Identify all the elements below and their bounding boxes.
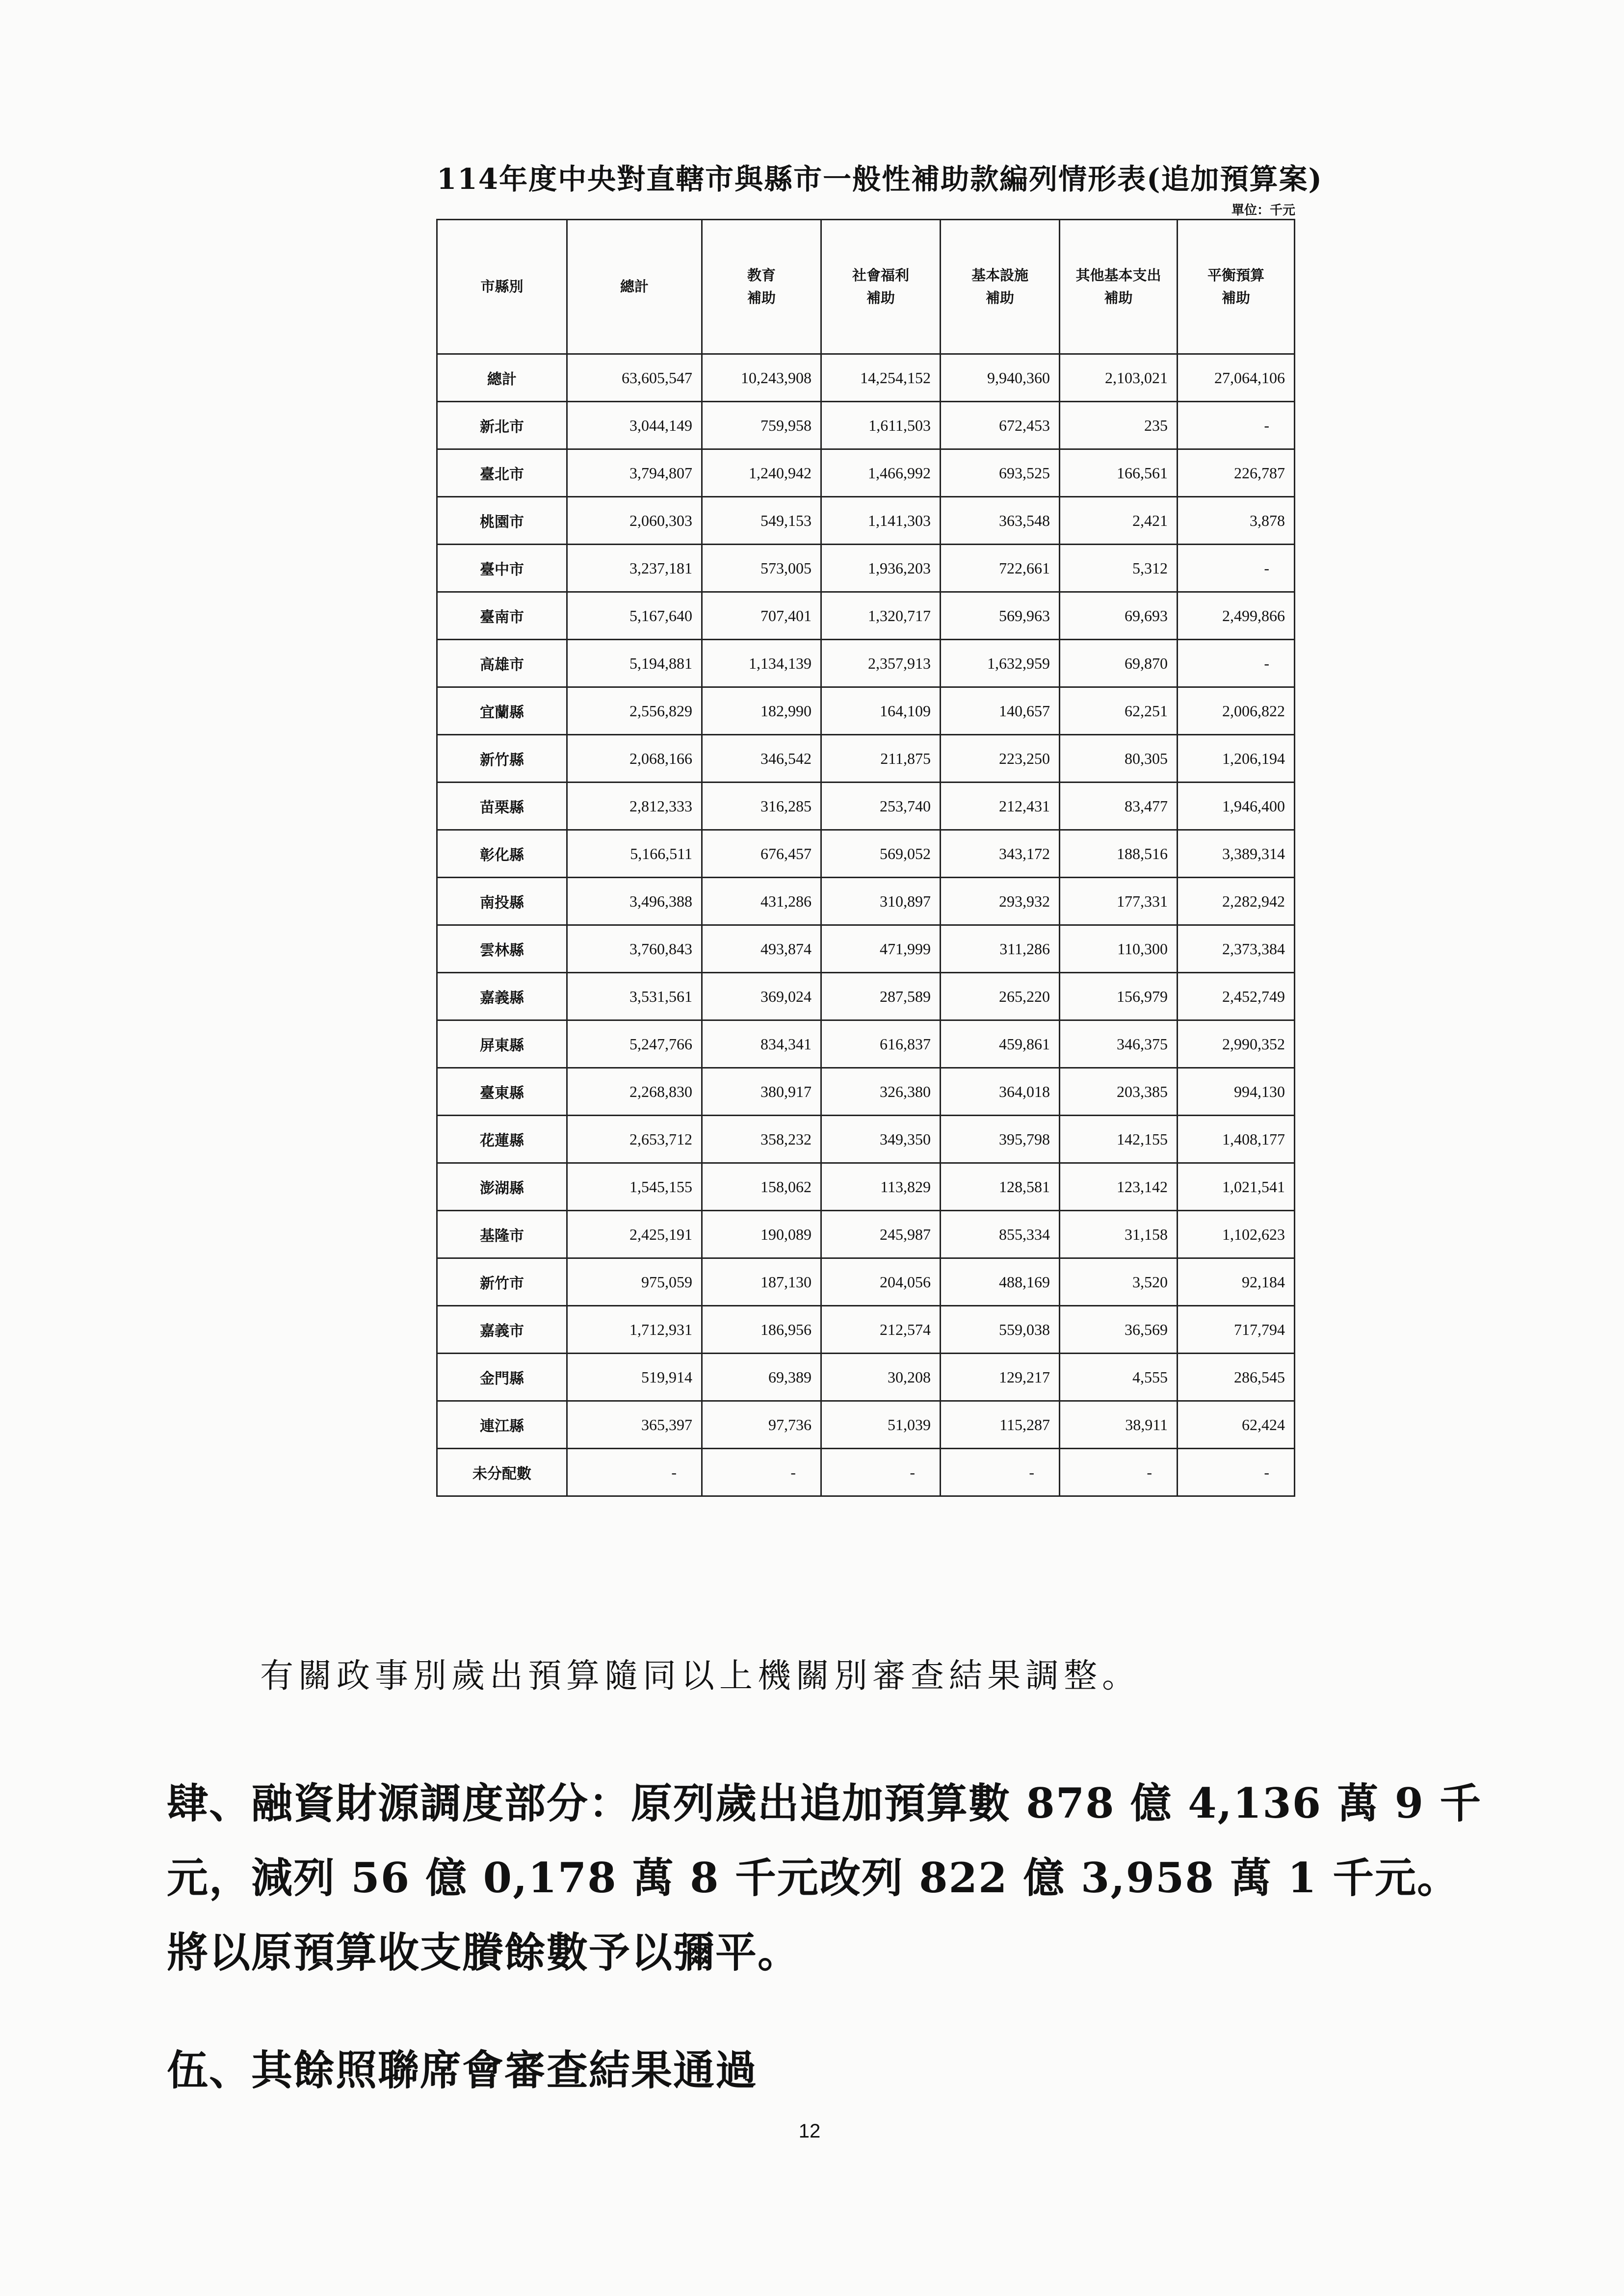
table-cell: 10,243,908: [702, 354, 821, 402]
table-cell: 187,130: [702, 1258, 821, 1306]
table-cell: 311,286: [941, 925, 1060, 973]
table-cell: 140,657: [941, 687, 1060, 735]
table-cell: -: [702, 1449, 821, 1496]
table-cell: 63,605,547: [567, 354, 702, 402]
subsidy-table: [436, 219, 1295, 1497]
table-cell: 349,350: [821, 1116, 941, 1163]
table-cell: 129,217: [941, 1354, 1060, 1401]
row-label: 未分配數: [437, 1449, 567, 1496]
paragraph-financing: 肆、融資財源調度部分：原列歲出追加預算數 878 億 4,136 萬 9 千元，減列 56 億 0,178 萬 8 千元改列 822 億 3,958 萬 1 千元。將以原預算收支賸餘數予以彌平。: [167, 1779, 1482, 1977]
row-label: 嘉義市: [437, 1306, 567, 1354]
table-cell: 1,946,400: [1178, 783, 1295, 830]
table-cell: 2,068,166: [567, 735, 702, 783]
table-cell: -: [1178, 640, 1295, 687]
table-cell: 123,142: [1060, 1163, 1178, 1211]
table-cell: 369,024: [702, 973, 821, 1020]
table-cell: 365,397: [567, 1401, 702, 1449]
table-cell: 2,556,829: [567, 687, 702, 735]
row-label: 雲林縣: [437, 925, 567, 973]
table-cell: 2,421: [1060, 497, 1178, 545]
table-cell: 1,408,177: [1178, 1116, 1295, 1163]
table-cell: 51,039: [821, 1401, 941, 1449]
table-row: [437, 1258, 1295, 1306]
table-cell: 1,134,139: [702, 640, 821, 687]
table-cell: 3,760,843: [567, 925, 702, 973]
table-cell: -: [1178, 1449, 1295, 1496]
table-cell: 471,999: [821, 925, 941, 973]
table-cell: 3,878: [1178, 497, 1295, 545]
table-cell: 36,569: [1060, 1306, 1178, 1354]
table-cell: 1,545,155: [567, 1163, 702, 1211]
table-cell: 2,373,384: [1178, 925, 1295, 973]
table-row: [437, 1116, 1295, 1163]
table-cell: 1,240,942: [702, 449, 821, 497]
table-cell: 2,653,712: [567, 1116, 702, 1163]
table-cell: 226,787: [1178, 449, 1295, 497]
table-cell: 31,158: [1060, 1211, 1178, 1258]
table-cell: 2,990,352: [1178, 1020, 1295, 1068]
table-cell: 253,740: [821, 783, 941, 830]
table-row: [437, 1354, 1295, 1401]
table-cell: 1,102,623: [1178, 1211, 1295, 1258]
table-row: [437, 449, 1295, 497]
column-header: 社會福利 補助: [821, 220, 941, 354]
table-cell: -: [567, 1449, 702, 1496]
table-cell: -: [1178, 402, 1295, 449]
table-cell: 2,812,333: [567, 783, 702, 830]
table-cell: 182,990: [702, 687, 821, 735]
table-cell: 5,312: [1060, 545, 1178, 592]
table-row: [437, 1211, 1295, 1258]
table-cell: 30,208: [821, 1354, 941, 1401]
table-cell: 265,220: [941, 973, 1060, 1020]
table-title: 114年度中央對直轄市與縣市一般性補助款編列情形表(追加預算案): [437, 162, 1323, 196]
table-row: [437, 545, 1295, 592]
table-row: [437, 1020, 1295, 1068]
table-cell: 83,477: [1060, 783, 1178, 830]
table-row: [437, 1401, 1295, 1449]
table-cell: 759,958: [702, 402, 821, 449]
table-cell: 707,401: [702, 592, 821, 640]
row-label: 南投縣: [437, 878, 567, 925]
table-cell: 326,380: [821, 1068, 941, 1116]
table-cell: 97,736: [702, 1401, 821, 1449]
table-cell: 287,589: [821, 973, 941, 1020]
table-cell: 113,829: [821, 1163, 941, 1211]
table-row: [437, 830, 1295, 878]
paragraph-expenditure-adjustment: 有關政事別歲出預算隨同以上機關別審查結果調整。: [260, 1657, 1141, 1696]
table-cell: 3,389,314: [1178, 830, 1295, 878]
table-cell: 493,874: [702, 925, 821, 973]
table-cell: 3,520: [1060, 1258, 1178, 1306]
table-row: [437, 687, 1295, 735]
table-cell: 395,798: [941, 1116, 1060, 1163]
table-row: [437, 973, 1295, 1020]
column-header: 平衡預算 補助: [1178, 220, 1295, 354]
table-cell: 190,089: [702, 1211, 821, 1258]
table-cell: 316,285: [702, 783, 821, 830]
table-cell: -: [941, 1449, 1060, 1496]
table-cell: 158,062: [702, 1163, 821, 1211]
table-cell: 142,155: [1060, 1116, 1178, 1163]
table-cell: 431,286: [702, 878, 821, 925]
table-cell: 346,542: [702, 735, 821, 783]
table-cell: 994,130: [1178, 1068, 1295, 1116]
unit-label: 單位：千元: [1231, 203, 1295, 218]
table-cell: 5,247,766: [567, 1020, 702, 1068]
table-cell: 5,167,640: [567, 592, 702, 640]
table-cell: 164,109: [821, 687, 941, 735]
table-cell: 717,794: [1178, 1306, 1295, 1354]
paragraph-remaining: 伍、其餘照聯席會審查結果通過: [167, 2046, 758, 2094]
table-cell: 69,389: [702, 1354, 821, 1401]
table-row: [437, 497, 1295, 545]
table-cell: 975,059: [567, 1258, 702, 1306]
table-cell: 1,466,992: [821, 449, 941, 497]
table-cell: 693,525: [941, 449, 1060, 497]
column-header: 基本設施 補助: [941, 220, 1060, 354]
table-cell: 549,153: [702, 497, 821, 545]
row-label: 苗栗縣: [437, 783, 567, 830]
table-cell: 1,936,203: [821, 545, 941, 592]
row-label: 臺中市: [437, 545, 567, 592]
table-row: [437, 354, 1295, 402]
table-cell: 3,794,807: [567, 449, 702, 497]
table-cell: 5,194,881: [567, 640, 702, 687]
row-label: 基隆市: [437, 1211, 567, 1258]
row-label: 花蓮縣: [437, 1116, 567, 1163]
table-cell: 2,060,303: [567, 497, 702, 545]
table-cell: 186,956: [702, 1306, 821, 1354]
row-label: 新竹市: [437, 1258, 567, 1306]
table-cell: 364,018: [941, 1068, 1060, 1116]
table-cell: 2,452,749: [1178, 973, 1295, 1020]
row-label: 新竹縣: [437, 735, 567, 783]
table-cell: 855,334: [941, 1211, 1060, 1258]
table-cell: 1,320,717: [821, 592, 941, 640]
table-cell: 5,166,511: [567, 830, 702, 878]
table-row: [437, 1163, 1295, 1211]
table-cell: 1,611,503: [821, 402, 941, 449]
table-cell: 358,232: [702, 1116, 821, 1163]
table-cell: 616,837: [821, 1020, 941, 1068]
table-cell: 2,425,191: [567, 1211, 702, 1258]
row-label: 彰化縣: [437, 830, 567, 878]
table-cell: 722,661: [941, 545, 1060, 592]
table-cell: 38,911: [1060, 1401, 1178, 1449]
table-cell: 3,531,561: [567, 973, 702, 1020]
page-number: 12: [798, 2120, 821, 2142]
table-cell: 569,963: [941, 592, 1060, 640]
table-cell: 459,861: [941, 1020, 1060, 1068]
table-cell: 3,044,149: [567, 402, 702, 449]
table-cell: 235: [1060, 402, 1178, 449]
table-cell: 211,875: [821, 735, 941, 783]
row-label: 高雄市: [437, 640, 567, 687]
table-cell: 62,251: [1060, 687, 1178, 735]
column-header: 其他基本支出 補助: [1060, 220, 1178, 354]
column-header: 總計: [567, 220, 702, 354]
column-header: 市縣別: [437, 220, 567, 354]
table-body: [437, 354, 1295, 1496]
row-label: 屏東縣: [437, 1020, 567, 1068]
table-cell: 1,021,541: [1178, 1163, 1295, 1211]
table-cell: 346,375: [1060, 1020, 1178, 1068]
table-cell: 3,496,388: [567, 878, 702, 925]
row-label: 嘉義縣: [437, 973, 567, 1020]
table-row: [437, 735, 1295, 783]
table-cell: 676,457: [702, 830, 821, 878]
table-cell: 2,103,021: [1060, 354, 1178, 402]
table-cell: 672,453: [941, 402, 1060, 449]
table-header-row: [437, 220, 1295, 354]
table-cell: 110,300: [1060, 925, 1178, 973]
table-cell: 128,581: [941, 1163, 1060, 1211]
table-cell: -: [821, 1449, 941, 1496]
row-label: 澎湖縣: [437, 1163, 567, 1211]
table-cell: 1,141,303: [821, 497, 941, 545]
row-label: 金門縣: [437, 1354, 567, 1401]
table-cell: 834,341: [702, 1020, 821, 1068]
table-cell: 27,064,106: [1178, 354, 1295, 402]
table-cell: 380,917: [702, 1068, 821, 1116]
table-cell: 177,331: [1060, 878, 1178, 925]
table-cell: 343,172: [941, 830, 1060, 878]
table-cell: 166,561: [1060, 449, 1178, 497]
table-cell: 569,052: [821, 830, 941, 878]
table-cell: 519,914: [567, 1354, 702, 1401]
row-label: 桃園市: [437, 497, 567, 545]
row-label: 臺北市: [437, 449, 567, 497]
table-cell: 80,305: [1060, 735, 1178, 783]
table-cell: 293,932: [941, 878, 1060, 925]
table-cell: 245,987: [821, 1211, 941, 1258]
table-cell: 156,979: [1060, 973, 1178, 1020]
table-row: [437, 878, 1295, 925]
table-cell: 488,169: [941, 1258, 1060, 1306]
table-row: [437, 640, 1295, 687]
row-label: 宜蘭縣: [437, 687, 567, 735]
table-cell: -: [1060, 1449, 1178, 1496]
table-row: [437, 1068, 1295, 1116]
table-cell: -: [1178, 545, 1295, 592]
table-cell: 4,555: [1060, 1354, 1178, 1401]
table-cell: 188,516: [1060, 830, 1178, 878]
table-cell: 2,268,830: [567, 1068, 702, 1116]
table-cell: 310,897: [821, 878, 941, 925]
table-cell: 559,038: [941, 1306, 1060, 1354]
row-label: 新北市: [437, 402, 567, 449]
table-cell: 1,206,194: [1178, 735, 1295, 783]
table-cell: 69,693: [1060, 592, 1178, 640]
row-label: 臺東縣: [437, 1068, 567, 1116]
column-header: 教育 補助: [702, 220, 821, 354]
row-label: 連江縣: [437, 1401, 567, 1449]
table-cell: 2,006,822: [1178, 687, 1295, 735]
table-row: [437, 402, 1295, 449]
row-label: 總計: [437, 354, 567, 402]
table-cell: 14,254,152: [821, 354, 941, 402]
table-cell: 9,940,360: [941, 354, 1060, 402]
table-cell: 573,005: [702, 545, 821, 592]
table-cell: 1,632,959: [941, 640, 1060, 687]
table-cell: 1,712,931: [567, 1306, 702, 1354]
table-cell: 2,357,913: [821, 640, 941, 687]
table-row: [437, 592, 1295, 640]
table-cell: 286,545: [1178, 1354, 1295, 1401]
table-cell: 204,056: [821, 1258, 941, 1306]
table-cell: 115,287: [941, 1401, 1060, 1449]
table-row: [437, 1449, 1295, 1496]
table-cell: 92,184: [1178, 1258, 1295, 1306]
row-label: 臺南市: [437, 592, 567, 640]
table-cell: 62,424: [1178, 1401, 1295, 1449]
table-cell: 212,431: [941, 783, 1060, 830]
table-cell: 69,870: [1060, 640, 1178, 687]
table-cell: 2,282,942: [1178, 878, 1295, 925]
table-cell: 2,499,866: [1178, 592, 1295, 640]
table-cell: 3,237,181: [567, 545, 702, 592]
table-cell: 223,250: [941, 735, 1060, 783]
table-row: [437, 925, 1295, 973]
table-cell: 203,385: [1060, 1068, 1178, 1116]
table-row: [437, 1306, 1295, 1354]
table-cell: 363,548: [941, 497, 1060, 545]
table-row: [437, 783, 1295, 830]
table-cell: 212,574: [821, 1306, 941, 1354]
